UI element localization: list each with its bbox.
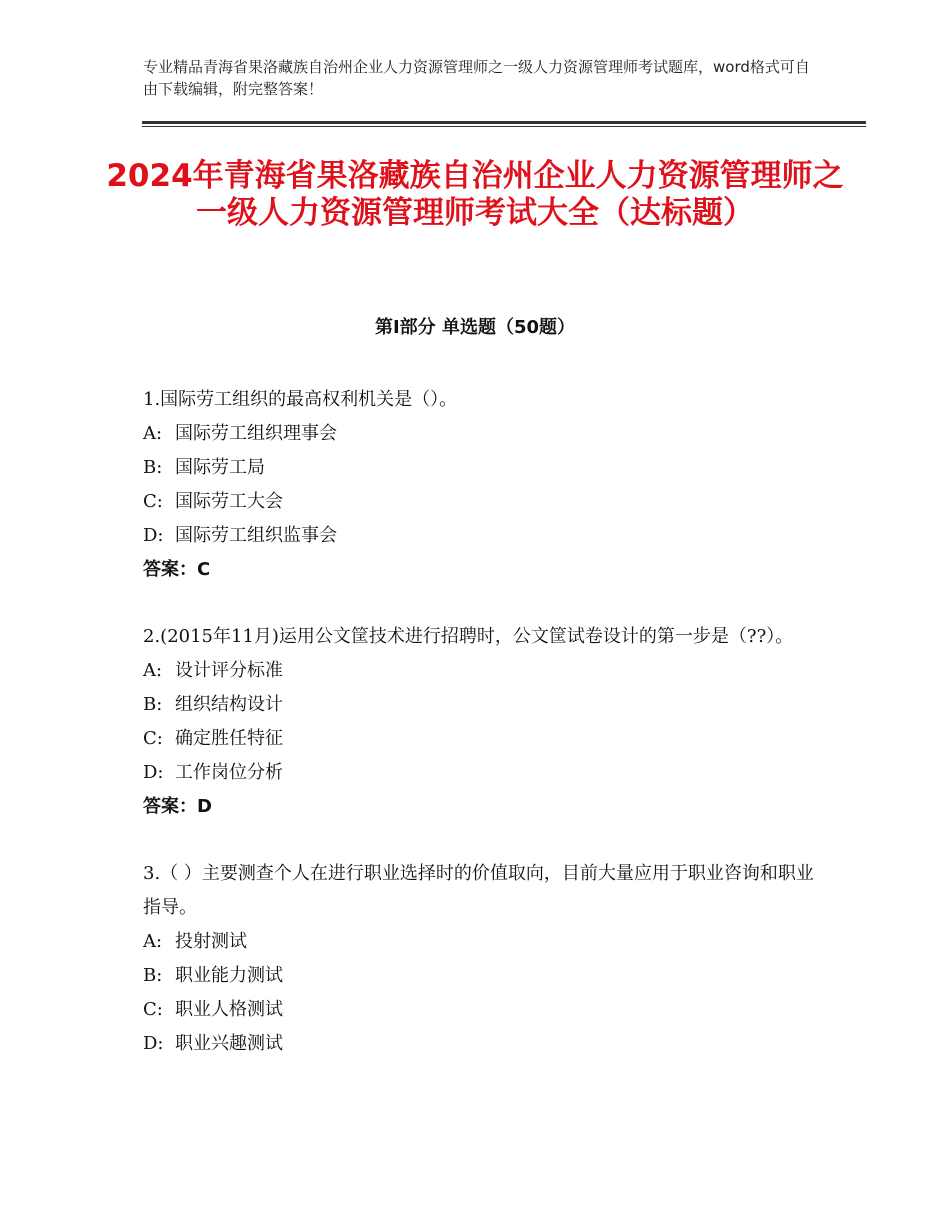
question-list [143, 383, 823, 1094]
header-rule [142, 121, 866, 124]
question-option [143, 451, 823, 485]
question-option [143, 688, 823, 722]
question-stem: 1.国际劳工组织的最高权利机关是（）。 [143, 389, 458, 410]
option-letter: B: [143, 965, 163, 986]
question-option [143, 959, 823, 993]
question-option [143, 1027, 823, 1061]
option-letter: B: [143, 694, 163, 715]
option-letter: D: [143, 762, 164, 783]
option-text: 职业能力测试 [175, 965, 283, 986]
document-title: 2024年青海省果洛藏族自治州企业人力资源管理师之一级人力资源管理师考试大全（达标题） [106, 158, 844, 231]
question-stem: 2.(2015年11月)运用公文筐技术进行招聘时，公文筐试卷设计的第一步是（??）。 [143, 626, 794, 647]
option-letter: D: [143, 1033, 164, 1054]
question-option [143, 993, 823, 1027]
question-option [143, 485, 823, 519]
question-3 [143, 857, 823, 1061]
option-letter: B: [143, 457, 163, 478]
option-letter: C: [143, 999, 163, 1020]
option-text: 确定胜任特征 [175, 728, 283, 749]
option-letter: C: [143, 491, 163, 512]
question-answer: 答案：D [143, 796, 212, 817]
question-option [143, 417, 823, 451]
question-option [143, 654, 823, 688]
header-note: 专业精品青海省果洛藏族自治州企业人力资源管理师之一级人力资源管理师考试题库，word格式可自由下载编辑，附完整答案！ [143, 58, 810, 98]
option-text: 职业人格测试 [175, 999, 283, 1020]
question-option [143, 756, 823, 790]
option-text: 国际劳工组织监事会 [175, 525, 337, 546]
option-text: 国际劳工大会 [175, 491, 283, 512]
header-rule-thin [142, 126, 866, 127]
option-text: 设计评分标准 [175, 660, 283, 681]
question-option [143, 925, 823, 959]
option-letter: A: [143, 660, 163, 681]
option-letter: A: [143, 931, 163, 952]
option-letter: D: [143, 525, 164, 546]
option-letter: C: [143, 728, 163, 749]
question-2 [143, 620, 823, 824]
option-text: 国际劳工组织理事会 [175, 423, 337, 444]
option-text: 投射测试 [175, 931, 247, 952]
option-letter: A: [143, 423, 163, 444]
question-1 [143, 383, 823, 587]
question-option [143, 519, 823, 553]
option-text: 国际劳工局 [175, 457, 265, 478]
question-answer: 答案：C [143, 559, 211, 580]
question-stem: 3.（ ）主要测查个人在进行职业选择时的价值取向，目前大量应用于职业咨询和职业指导。 [143, 863, 814, 918]
option-text: 工作岗位分析 [175, 762, 283, 783]
option-text: 组织结构设计 [175, 694, 283, 715]
section-title: 第Ⅰ部分 单选题（50题） [374, 317, 575, 338]
option-text: 职业兴趣测试 [175, 1033, 283, 1054]
question-option [143, 722, 823, 756]
